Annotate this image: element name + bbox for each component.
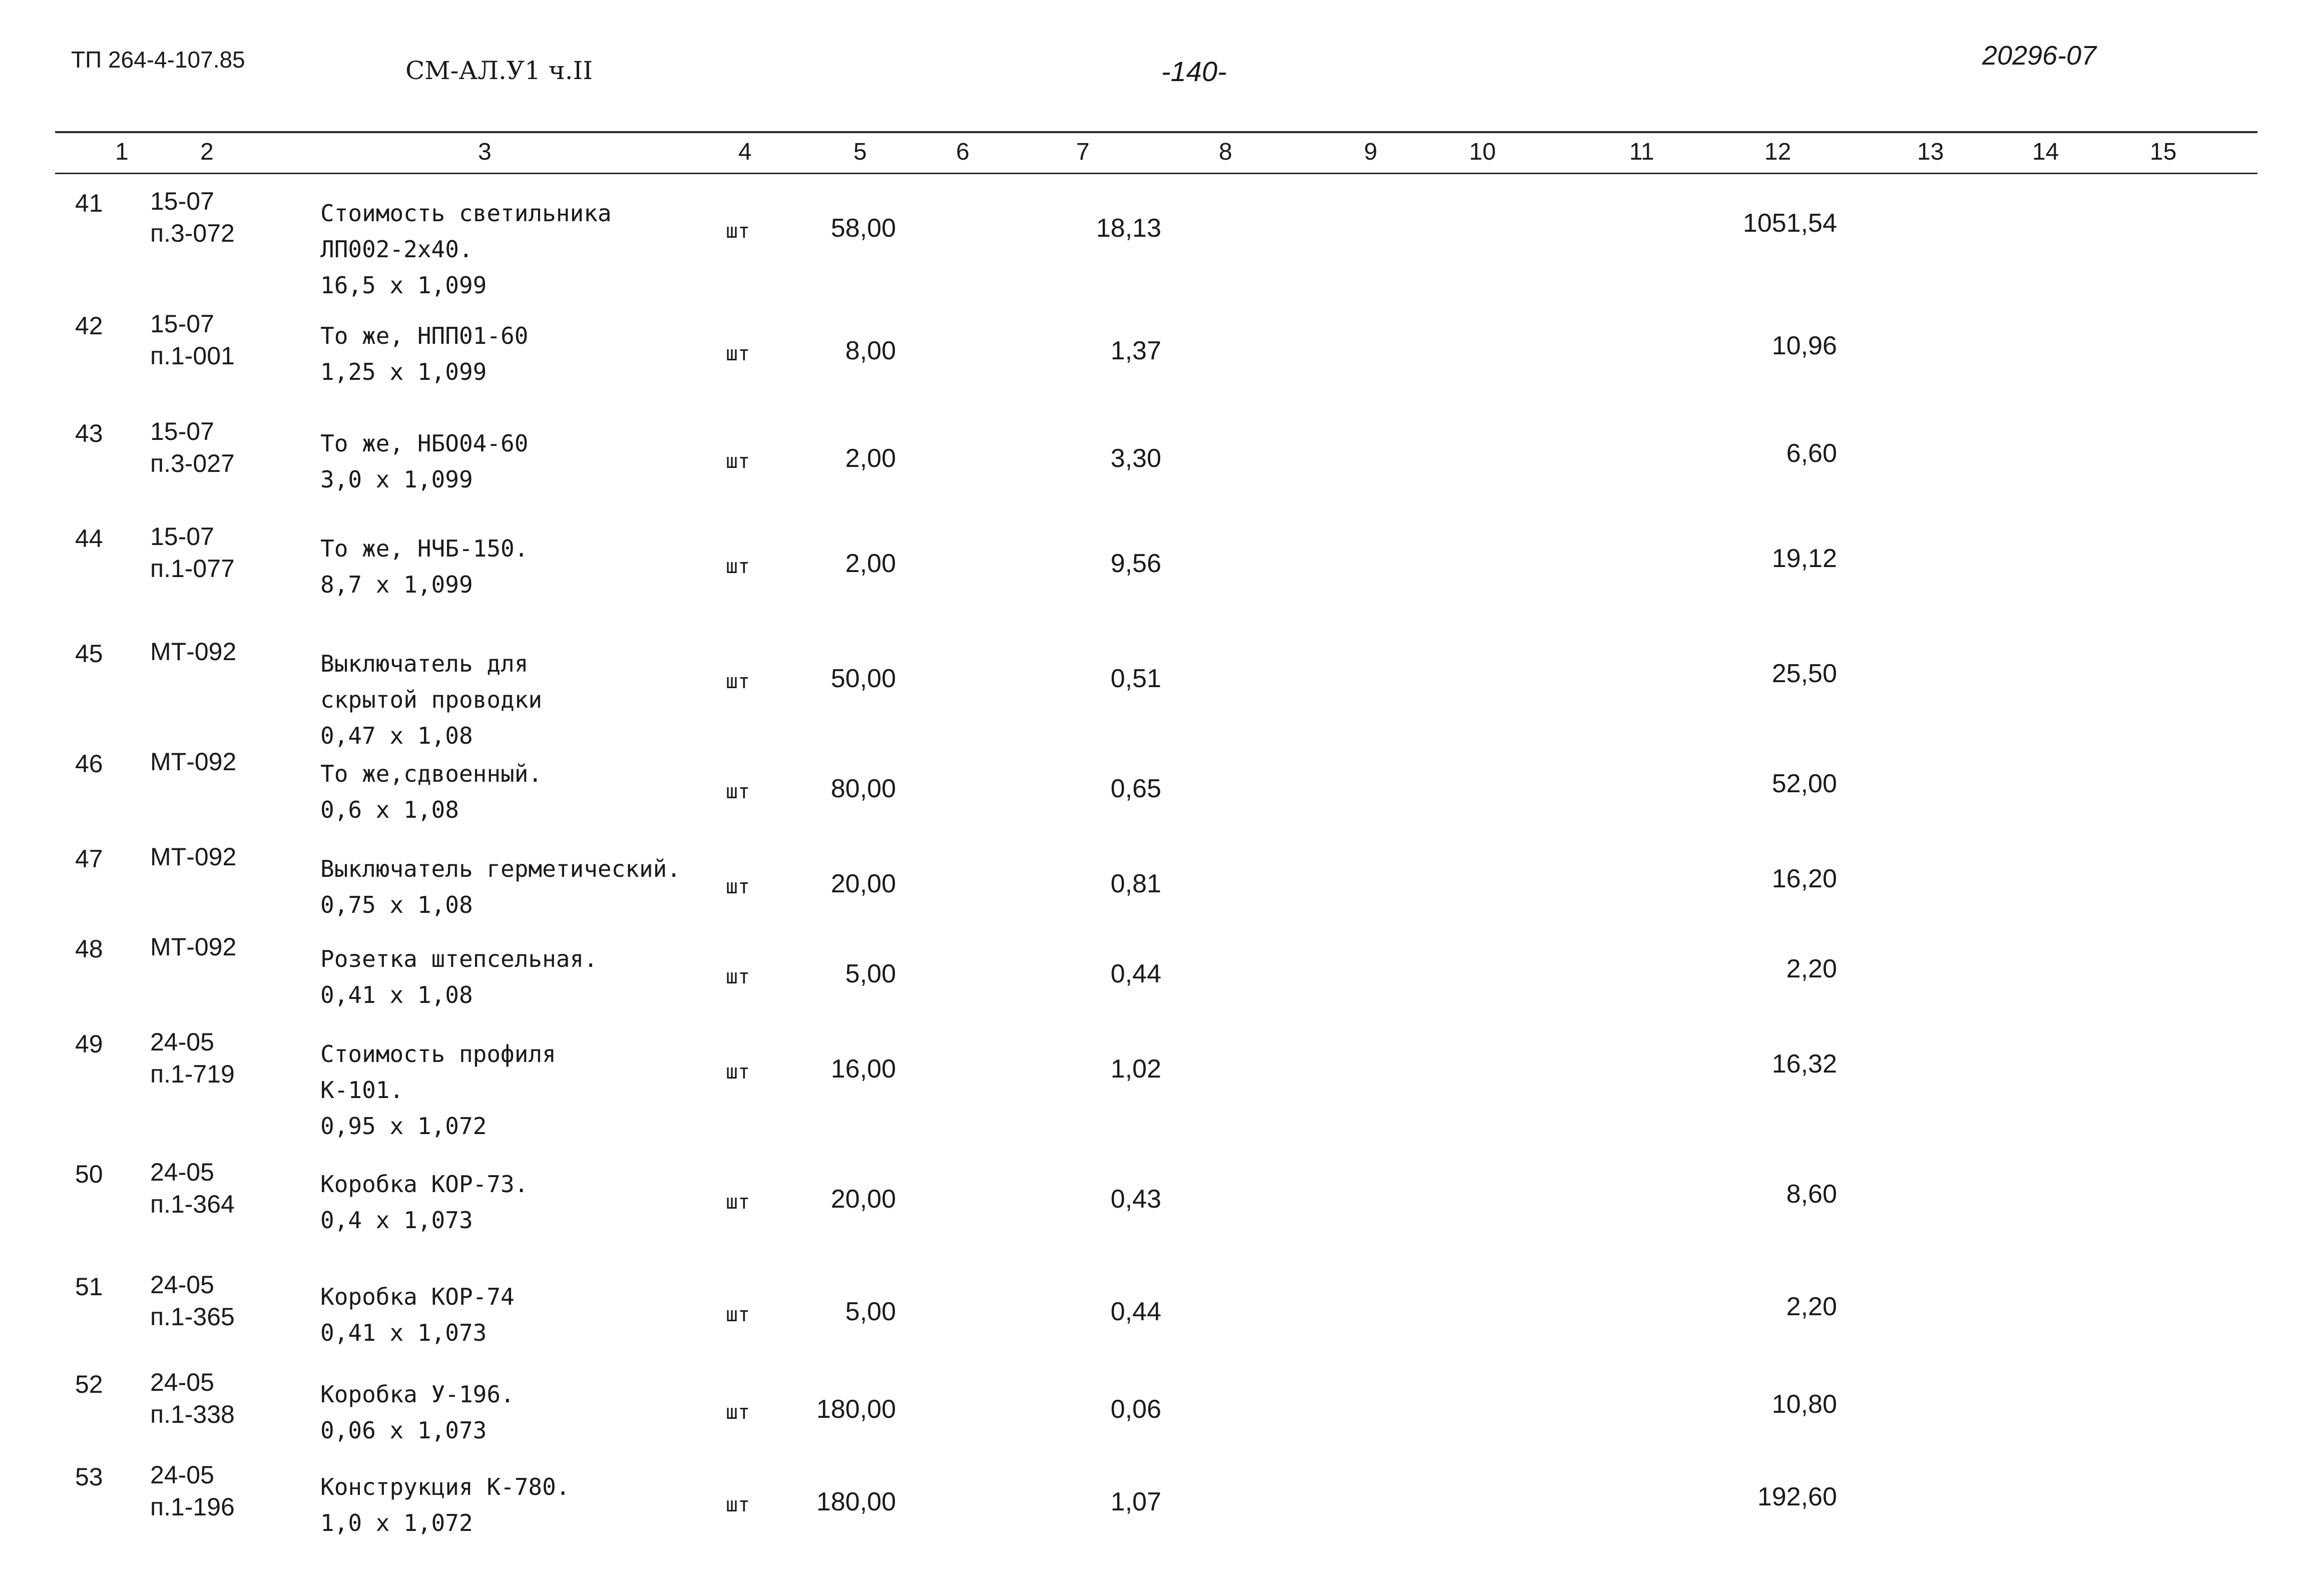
row-unit: шт	[726, 780, 750, 803]
row-number: 42	[75, 312, 103, 340]
row-quantity: 20,00	[830, 869, 896, 898]
column-header-4: 4	[738, 139, 752, 165]
column-header-5: 5	[853, 139, 867, 165]
page-number: -140-	[1161, 56, 1227, 87]
project-code: ТП 264-4-107.85	[71, 47, 245, 73]
row-unit: шт	[726, 670, 750, 693]
row-unit: шт	[726, 1303, 750, 1326]
column-header-6: 6	[956, 139, 970, 165]
inventory-number: 20296-07	[1982, 41, 2097, 71]
row-description: К-101.	[320, 1077, 404, 1104]
row-number: 45	[75, 640, 103, 668]
row-code: 15-07	[150, 522, 214, 551]
row-number: 43	[75, 419, 103, 447]
album-code: СМ-АЛ.У1 ч.II	[405, 56, 593, 85]
row-quantity: 50,00	[830, 664, 896, 693]
row-description: То же, НПП01-60	[320, 322, 529, 349]
row-quantity: 20,00	[830, 1185, 896, 1214]
row-total: 2,20	[1786, 1292, 1837, 1321]
row-description: Стоимость светильника	[320, 200, 612, 227]
row-total: 10,96	[1771, 331, 1837, 360]
row-unit: шт	[726, 1401, 750, 1424]
row-quantity: 58,00	[830, 214, 896, 243]
row-quantity: 16,00	[830, 1054, 896, 1084]
row-code: 24-05	[150, 1158, 214, 1186]
row-quantity: 180,00	[816, 1395, 896, 1424]
row-code: п.3-027	[150, 449, 235, 477]
row-total: 25,50	[1771, 659, 1837, 688]
row-description: Коробка КОР-73.	[320, 1171, 529, 1198]
row-unit: шт	[726, 875, 750, 898]
row-number: 46	[75, 750, 103, 778]
row-total: 192,60	[1757, 1482, 1837, 1511]
row-description: 0,95 х 1,072	[320, 1113, 487, 1140]
row-quantity: 8,00	[845, 336, 896, 365]
row-code: п.1-001	[150, 342, 235, 370]
row-unit: шт	[726, 1060, 750, 1084]
row-code: п.1-364	[150, 1190, 235, 1218]
row-unit-price: 1,07	[1110, 1487, 1161, 1516]
row-description: 0,4 х 1,073	[320, 1207, 473, 1234]
row-quantity: 2,00	[845, 549, 896, 578]
row-number: 48	[75, 935, 103, 963]
row-code: МТ-092	[150, 843, 237, 871]
column-header-12: 12	[1764, 139, 1791, 165]
row-description: Коробка КОР-74	[320, 1283, 515, 1310]
row-number: 44	[75, 524, 103, 553]
row-quantity: 2,00	[845, 444, 896, 473]
column-header-9: 9	[1364, 139, 1377, 165]
row-code: 24-05	[150, 1028, 214, 1056]
row-unit: шт	[726, 555, 750, 578]
row-number: 50	[75, 1160, 103, 1188]
row-code: МТ-092	[150, 748, 237, 776]
row-unit-price: 0,06	[1110, 1395, 1161, 1424]
row-description: 0,41 х 1,08	[320, 981, 473, 1008]
row-unit-price: 0,65	[1110, 774, 1161, 803]
row-number: 52	[75, 1370, 103, 1398]
row-description: ЛП002-2х40.	[320, 236, 473, 263]
row-unit-price: 1,02	[1110, 1054, 1161, 1084]
row-code: 24-05	[150, 1368, 214, 1396]
row-description: 0,6 х 1,08	[320, 796, 459, 823]
row-number: 41	[75, 189, 103, 217]
row-description: 8,7 х 1,099	[320, 571, 473, 598]
row-description: 0,41 х 1,073	[320, 1319, 487, 1346]
row-unit-price: 9,56	[1110, 549, 1161, 578]
row-description: То же,сдвоенный.	[320, 760, 543, 787]
row-total: 16,20	[1771, 864, 1837, 893]
row-description: 0,06 х 1,073	[320, 1417, 487, 1444]
column-header-8: 8	[1219, 139, 1232, 165]
row-number: 49	[75, 1030, 103, 1058]
row-unit-price: 0,44	[1110, 959, 1161, 988]
row-unit-price: 3,30	[1110, 444, 1161, 473]
row-unit: шт	[726, 1493, 750, 1516]
table-top-rule	[55, 131, 2257, 133]
row-total: 52,00	[1771, 769, 1837, 798]
row-code: п.1-719	[150, 1060, 235, 1088]
row-unit-price: 0,51	[1110, 664, 1161, 693]
row-code: 15-07	[150, 417, 214, 445]
row-unit: шт	[726, 1191, 750, 1214]
row-code: 15-07	[150, 187, 214, 215]
row-description: 1,0 х 1,072	[320, 1509, 473, 1536]
row-description: 0,47 х 1,08	[320, 722, 473, 749]
row-unit: шт	[726, 450, 750, 473]
column-header-1: 1	[115, 139, 129, 165]
column-header-2: 2	[200, 139, 214, 165]
row-code: п.3-072	[150, 219, 235, 247]
row-code: п.1-338	[150, 1400, 235, 1428]
row-number: 47	[75, 845, 103, 873]
row-description: 16,5 х 1,099	[320, 272, 487, 299]
table-header-rule	[55, 173, 2257, 174]
column-header-10: 10	[1469, 139, 1496, 165]
row-unit-price: 1,37	[1110, 336, 1161, 365]
row-total: 2,20	[1786, 954, 1837, 983]
row-description: 0,75 х 1,08	[320, 891, 473, 918]
column-header-13: 13	[1917, 139, 1944, 165]
column-header-14: 14	[2032, 139, 2059, 165]
row-description: Выключатель герметический.	[320, 855, 681, 882]
row-number: 51	[75, 1273, 103, 1301]
row-unit-price: 0,81	[1110, 869, 1161, 898]
row-quantity: 80,00	[830, 774, 896, 803]
row-quantity: 180,00	[816, 1487, 896, 1516]
row-unit-price: 18,13	[1096, 214, 1161, 243]
row-code: 15-07	[150, 310, 214, 338]
row-description: Розетка штепсельная.	[320, 945, 598, 972]
row-quantity: 5,00	[845, 1297, 896, 1326]
row-quantity: 5,00	[845, 959, 896, 988]
column-header-15: 15	[2150, 139, 2177, 165]
row-total: 16,32	[1771, 1049, 1837, 1079]
row-unit: шт	[726, 220, 750, 243]
row-code: п.1-196	[150, 1493, 235, 1521]
row-description: Коробка У-196.	[320, 1381, 515, 1408]
row-total: 6,60	[1786, 439, 1837, 468]
row-code: 24-05	[150, 1271, 214, 1299]
column-header-3: 3	[478, 139, 492, 165]
row-total: 10,80	[1771, 1390, 1837, 1419]
row-description: То же, НБО04-60	[320, 430, 529, 457]
column-header-7: 7	[1076, 139, 1090, 165]
row-description: 1,25 х 1,099	[320, 358, 487, 385]
row-total: 1051,54	[1743, 209, 1837, 238]
row-unit: шт	[726, 965, 750, 988]
row-unit-price: 0,44	[1110, 1297, 1161, 1326]
row-description: скрытой проводки	[320, 686, 543, 713]
row-description: Стоимость профиля	[320, 1040, 556, 1068]
row-total: 19,12	[1771, 544, 1837, 573]
row-number: 53	[75, 1463, 103, 1491]
row-unit: шт	[726, 342, 750, 365]
row-description: Конструкция К-780.	[320, 1473, 570, 1500]
row-description: 3,0 х 1,099	[320, 466, 473, 493]
row-code: 24-05	[150, 1461, 214, 1489]
row-code: п.1-077	[150, 555, 235, 583]
row-unit-price: 0,43	[1110, 1185, 1161, 1214]
row-total: 8,60	[1786, 1180, 1837, 1209]
row-code: МТ-092	[150, 638, 237, 666]
row-description: То же, НЧБ-150.	[320, 535, 529, 562]
column-header-11: 11	[1629, 139, 1654, 165]
row-code: п.1-365	[150, 1303, 235, 1331]
row-code: МТ-092	[150, 933, 237, 961]
row-description: Выключатель для	[320, 650, 529, 677]
